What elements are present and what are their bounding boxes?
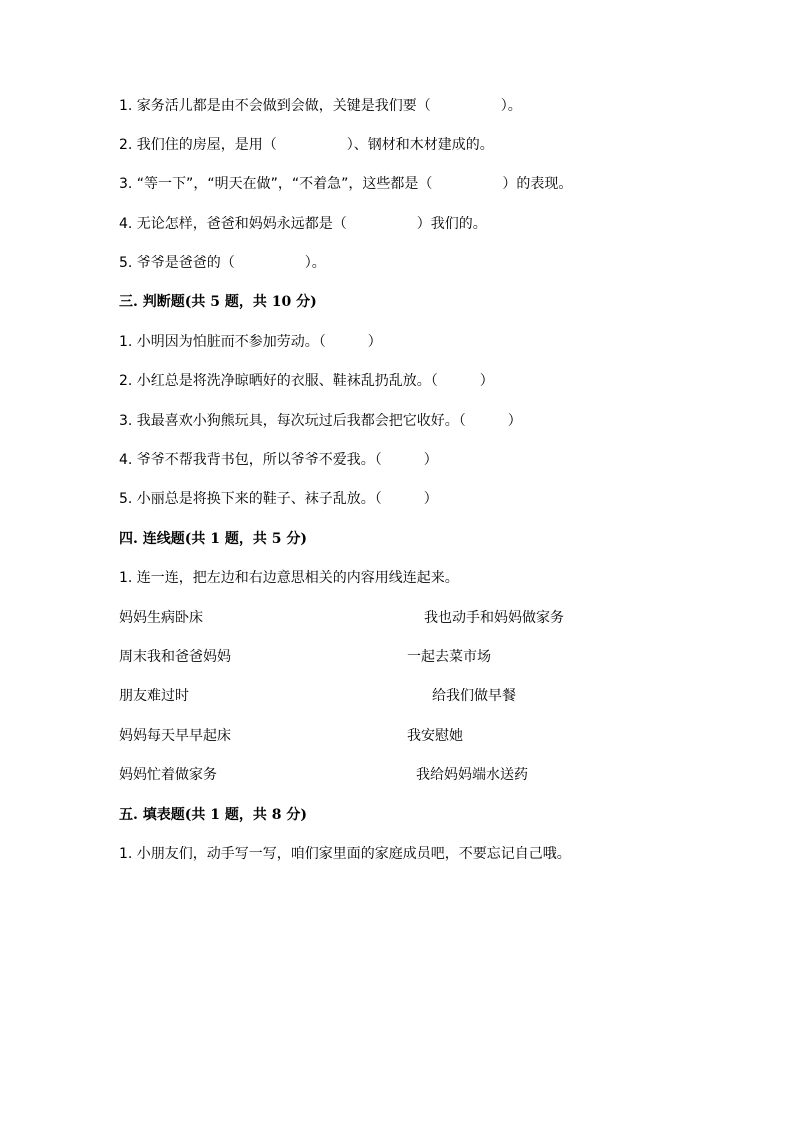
true-false-question-3: 3. 我最喜欢小狗熊玩具，每次玩过后我都会把它收好。（ ）	[119, 413, 522, 429]
fill-blank-question-5: 5. 爷爷是爸爸的（ ）。	[119, 255, 326, 271]
matching-left-item-1: 妈妈生病卧床	[119, 610, 203, 626]
matching-right-item-3: 给我们做早餐	[432, 688, 516, 704]
matching-left-item-4: 妈妈每天早早起床	[119, 728, 231, 744]
matching-right-item-2: 一起去菜市场	[407, 649, 491, 665]
matching-left-item-3: 朋友难过时	[119, 688, 189, 704]
fill-blank-question-2: 2. 我们住的房屋，是用（ ）、钢材和木材建成的。	[119, 137, 494, 153]
true-false-question-5: 5. 小丽总是将换下来的鞋子、袜子乱放。（ ）	[119, 491, 438, 507]
section-heading: 三. 判断题(共 5 题，共 10 分)	[119, 294, 317, 310]
section-heading: 五. 填表题(共 1 题，共 8 分)	[119, 807, 307, 823]
matching-left-item-5: 妈妈忙着做家务	[119, 767, 217, 783]
table-fill-question: 1. 小朋友们，动手写一写，咱们家里面的家庭成员吧，不要忘记自己哦。	[119, 846, 571, 862]
matching-right-item-5: 我给妈妈端水送药	[416, 767, 528, 783]
matching-right-item-4: 我安慰她	[407, 728, 463, 744]
true-false-question-4: 4. 爷爷不帮我背书包，所以爷爷不爱我。（ ）	[119, 452, 438, 468]
matching-left-item-2: 周末我和爸爸妈妈	[119, 649, 231, 665]
matching-right-item-1: 我也动手和妈妈做家务	[424, 610, 564, 626]
fill-blank-question-1: 1. 家务活儿都是由不会做到会做，关键是我们要（ ）。	[119, 98, 522, 114]
true-false-question-1: 1. 小明因为怕脏而不参加劳动。（ ）	[119, 334, 382, 350]
true-false-question-2: 2. 小红总是将洗净晾晒好的衣服、鞋袜乱扔乱放。（ ）	[119, 373, 494, 389]
fill-blank-question-3: 3. “等一下”，“明天在做”，“不着急”，这些都是（ ）的表现。	[119, 176, 573, 192]
matching-question: 1. 连一连，把左边和右边意思相关的内容用线连起来。	[119, 570, 459, 586]
fill-blank-question-4: 4. 无论怎样，爸爸和妈妈永远都是（ ）我们的。	[119, 216, 487, 232]
section-heading: 四. 连线题(共 1 题，共 5 分)	[119, 531, 307, 547]
